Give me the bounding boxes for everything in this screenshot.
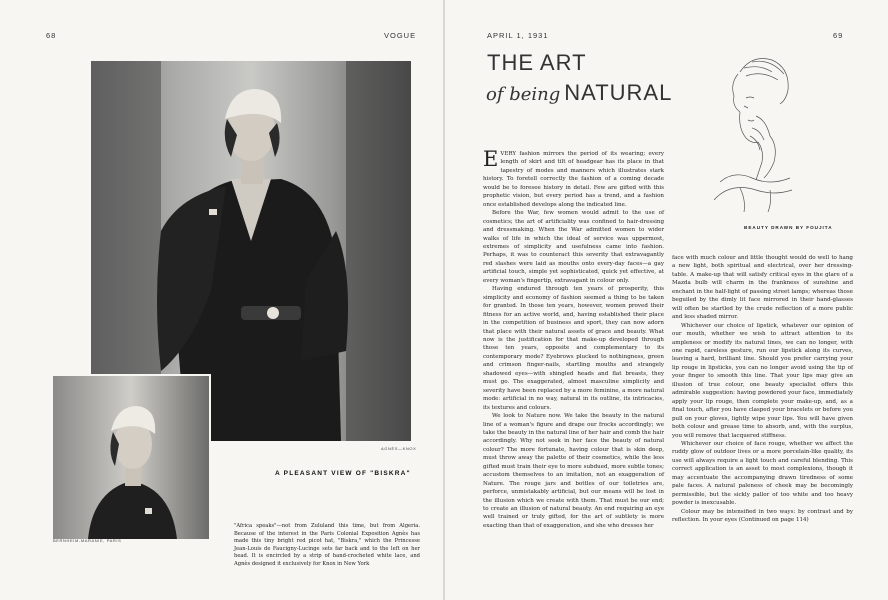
drop-cap: E xyxy=(483,147,499,171)
article-title-caps: NATURAL xyxy=(564,80,673,105)
paragraph xyxy=(483,147,664,209)
article-title-script: of being xyxy=(486,84,561,105)
article-title-line2 xyxy=(486,80,672,106)
article-title-line1: THE ART xyxy=(487,50,587,75)
small-photograph xyxy=(51,374,211,541)
article-column-2 xyxy=(672,254,853,525)
paragraph: Whichever our choice of lipstick, whatever our opinion of our mouth, whether we wish to attract attention to its ampleness or modify its natural lines, we can no longer, with one rapid, careless gesture, run our lipstick along its curves, leaving a hard, brilliant line. Should you prefer carrying your lip rouge in lipsticks, you can no longer avoid using the tip of your finger to smooth this line. That your lips may give an illusion of true colour, one beauty specialist offers this admirable suggestion: having powdered your face, immediately apply your lip rouge, then complete your make-up, and, as a final touch, after you have clasped your bracelets or before you pull on your gloves, lightly wipe your lips. You will have given both colour and grease time to absorb, and, with the surplus, you will remove that lacquered stiffness. xyxy=(672,322,853,439)
left-folio: 68 xyxy=(46,31,57,40)
main-photo-credit: AGNÈS—KNOX xyxy=(381,446,417,451)
caption-title: A PLEASANT VIEW OF "BISKRA" xyxy=(275,470,411,477)
foujita-illustration xyxy=(700,50,800,215)
paragraph: Before the War, few women would admit to the use of cosmetics; the art of artificiality was confined to hair-dressing and dressmaking. When the War admitted women to wider walks of life in which the ideal of service was uppermost, extremes of simplicity and usefulness came into fashion. Perhaps, it was to counteract this severity that extravagantly red slashes were laid as mouths onto every-day faces—a gay artificial touch, simple yet sophisticated, quick yet effective, at every woman's fingertip, extravagant in colour only. xyxy=(483,210,664,284)
right-folio: 69 xyxy=(833,31,844,40)
paragraph: face with much colour and little thought would do well to hang a new light, both spiritual and electrical, over her dressing-table. A make-up that will satisfy critical eyes in the glare of a Mazda bulb will charm in the frankness of sunshine and enchant in the half-light of passing street lamps; whereas those beguiled by the dimly lit face mirrored in their hand-glasses will often be startled by the crude reflection of a more public and less shaded mirror. xyxy=(672,255,853,321)
caption-body: "Africa speaks"—not from Zululand this time, but from Algeria. Because of the interest in the Paris Colonial Exposition Agnès has made this tiny bright red picot hat, "Biskra," which the Princesse Jean-Louis de Faucigny-Lucinge sets far back and to the left on her head. It is encircled by a strip of hand-crocheted white lace, and Agnès designed it exclusively for Knox in New York xyxy=(234,523,420,567)
date-line: APRIL 1, 1931 xyxy=(487,31,549,40)
paragraph: We look to Nature now. We take the beauty in the natural line of a woman's figure and drape our frocks accordingly; we take the beauty in the natural line of her hair and comb the hair accordingly. Why not seek in her face the beauty of natural colour? The more fortunate, having colour that is skin deep, must throw away the palette of their cosmetics, while the less gifted must train their eye to more subdued, more subtle tones; accustom themselves to an imitation, not an exaggeration of Nature. The rouge jars and bottles of our toiletries are, perforce, unmistakably artificial, but our means will be lost in the illusion which we create with them. That must be our end; to create an illusion of natural beauty. An end requiring an eye well trained or truly gifted, for the art of subtlety is more exacting than that of exaggeration, and she who dresses her xyxy=(483,413,664,529)
paragraph: Colour may be intensified in two ways: by contrast and by reflection. In your eyes (Continued on page 114) xyxy=(672,508,853,524)
running-head: VOGUE xyxy=(384,31,417,40)
paragraph-text: VERY fashion mirrors the period of its wearing; every length of skirt and tilt of headgear has its place in that tapestry of modes and manners which illustrates stark history. To foretell correctly the fashion of a coming decade would be to foresee history in detail. Few are gifted with this prophetic vision, but every period has a trend, and a fashion once established develops along the indicated line. xyxy=(483,151,664,208)
paragraph: Whichever our choice of face rouge, whether we affect the ruddy glow of outdoor lives or a more porcelain-like quality, its use will always require a light touch and careful blending. This correct application is an asset to most complexions, though it may accentuate the accompanying drawn tiredness of some pale faces. A natural paleness of cheek may be becomingly permissible, but the sickly pallor of too white and too heavy powder is inexcusable. xyxy=(672,440,853,507)
illustration-credit: BEAUTY DRAWN BY FOUJITA xyxy=(744,225,833,230)
article-column-1 xyxy=(483,147,664,530)
small-photo-credit: BERNHEIM-MARANIE, PARIS xyxy=(53,538,122,543)
paragraph: Having endured through ten years of prosperity, this simplicity and economy of fashion seemed a thing to be taken for granted. In those ten years, however, women proved their fitness for an active world, and, having established their place in the competition of business and sport, they can now adorn that place with their natural assets of grace and beauty. What now is the justification for that make-up developed through those ten years, opposite and complementary to its contemporary mode? Eyebrows plucked to nothingness, green and crimson finger-nails, startling mouths and strangely shadowed eyes—with shingled heads and flat breasts, they must go. The exaggerated, almost masculine simplicity and severity have been replaced by a more feminine, a more natural mode: artificial in no way, natural in its outline, its intricacies, its textures and colours. xyxy=(483,286,664,411)
